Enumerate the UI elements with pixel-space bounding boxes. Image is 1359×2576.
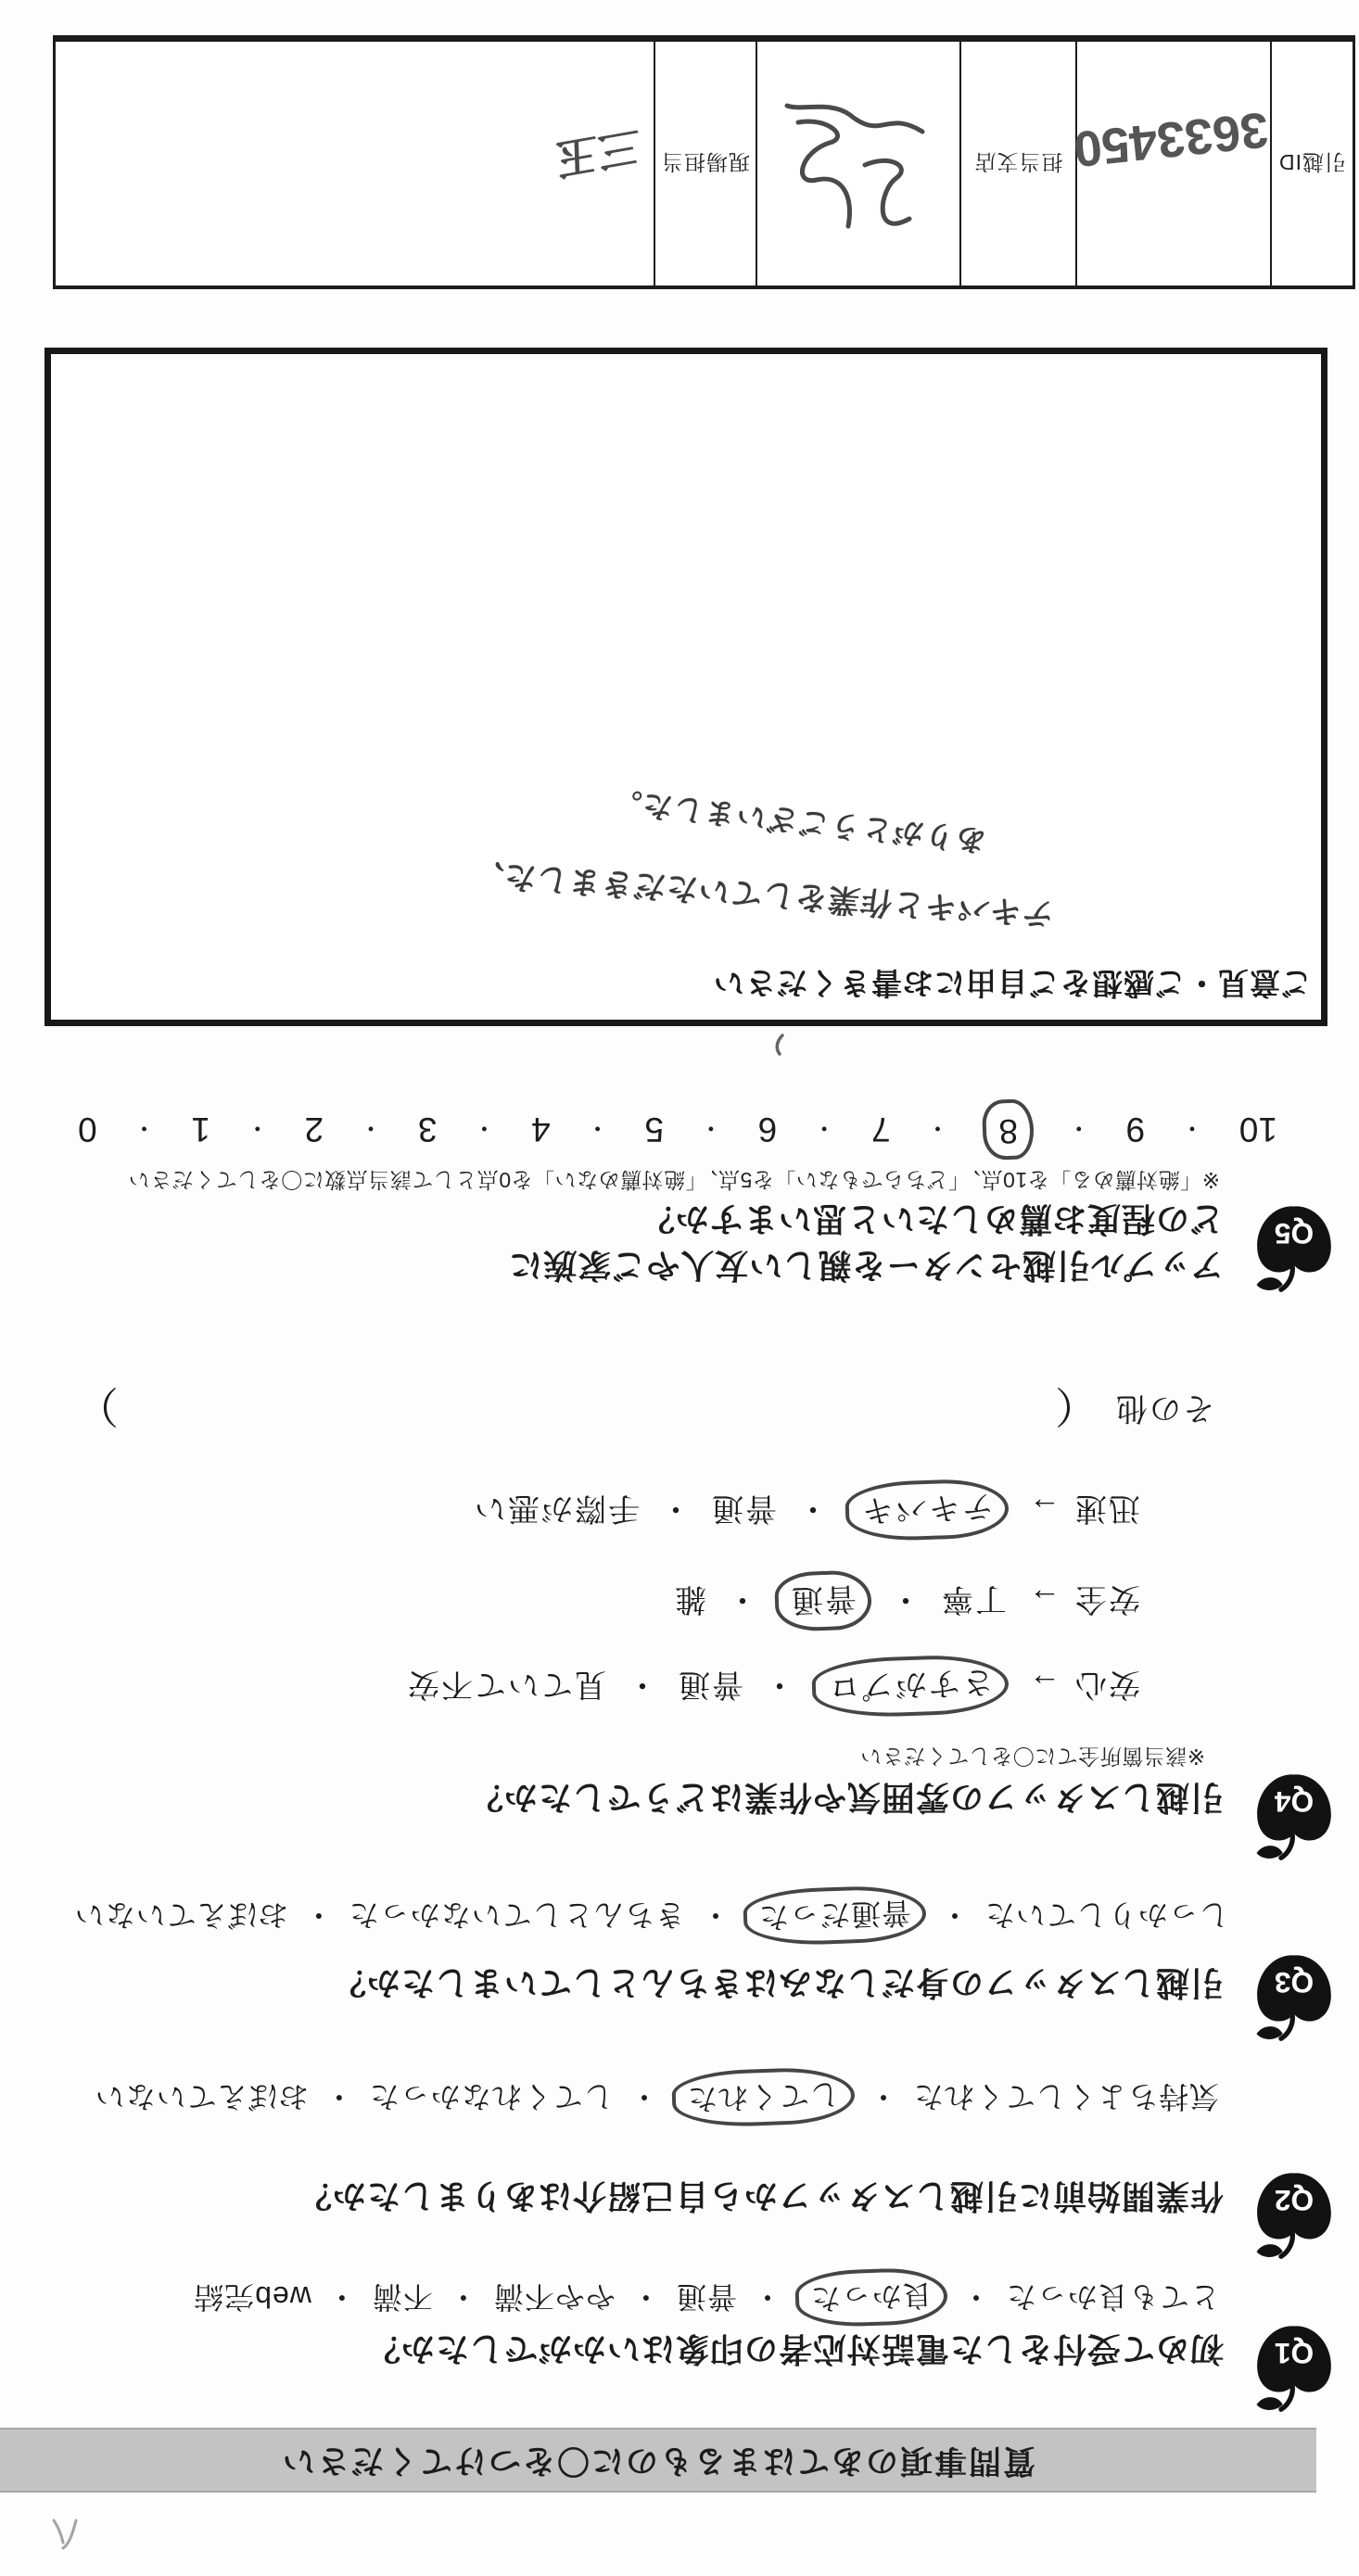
q3-option-futsuudatta-circled: 普通だった <box>743 1884 927 1948</box>
option-separator: ・ <box>938 1898 970 1932</box>
option-separator: ・ <box>447 2280 478 2314</box>
q4-jinsoku-tegiwa: 手際が悪い <box>473 1491 640 1526</box>
q4-anshin-futsuu: 普通 <box>677 1667 743 1702</box>
q4-title: 引越しスタッフの雰囲気や作業はどうでしたか？ <box>468 1779 1224 1817</box>
q4-anshin-fuan: 見ていて不安 <box>406 1667 606 1702</box>
arrow-right: → <box>1027 1667 1061 1702</box>
option-separator: ・ <box>658 1491 692 1526</box>
q5-note: ※「絶対薦める」を10点、「どちらでもない」を5点、「絶対薦めない」を0点として該当点数に〇をしてください <box>128 1168 1220 1192</box>
comment-box <box>44 348 1327 1026</box>
moving-id-value-cell <box>1071 42 1272 286</box>
scale-separator: ・ <box>359 1114 384 1142</box>
scale-2: 2 <box>304 1110 324 1149</box>
q4-row-jinsoku <box>473 1486 1140 1534</box>
scale-7: 7 <box>871 1110 891 1149</box>
q4-badge-label: Q4 <box>1274 1785 1315 1819</box>
option-separator: ・ <box>725 1581 758 1617</box>
signature-scribble <box>770 81 946 247</box>
q1-options <box>193 2275 1220 2320</box>
scale-separator: ・ <box>1179 1114 1204 1142</box>
apple-q3-icon <box>1253 1944 1335 2042</box>
q2-option-kimochiyoku: 気持ちよくしてくれた <box>912 2080 1219 2113</box>
site-staff-value-cell <box>56 42 655 286</box>
arrow-right: → <box>1027 1581 1061 1617</box>
branch-label: 担当支店 <box>973 150 1063 174</box>
apple-q4-icon <box>1253 1763 1335 1861</box>
option-separator: ・ <box>629 2280 661 2314</box>
scale-separator: ・ <box>925 1114 950 1142</box>
footer-info-table <box>53 35 1355 289</box>
q1-option-yokatta-circled: 良かった <box>794 2266 948 2329</box>
apple-q1-icon <box>1253 2315 1335 2413</box>
q5-nps-scale <box>78 1105 1277 1154</box>
pencil-scribble-mark <box>50 2510 82 2552</box>
scale-1: 1 <box>191 1110 210 1149</box>
q4-row-anzen <box>673 1577 1140 1625</box>
q3-option-kichintoshitenakatta: きちんとしていなかった <box>348 1898 685 1932</box>
q4-row-anshin-label: 安心 <box>1073 1667 1140 1702</box>
q4-anzen-teinei: 丁寧 <box>940 1581 1007 1617</box>
option-separator: ・ <box>762 1667 795 1702</box>
site-staff-label: 現場担当 <box>661 150 750 174</box>
scale-8-circled: 8 <box>982 1098 1035 1161</box>
q5-badge-label: Q5 <box>1274 1217 1315 1250</box>
q1-option-totemo-yokatta: とても良かった <box>1005 2280 1220 2314</box>
option-separator: ・ <box>323 2080 354 2113</box>
instruction-banner: 質問事項のあてはまるものに〇をつけてください <box>0 2428 1316 2493</box>
scale-separator: ・ <box>472 1114 497 1142</box>
q4-row-anzen-label: 安全 <box>1073 1581 1140 1617</box>
q1-title: 初めて受付をした電話対応者の印象はいかがでしたか？ <box>365 2330 1224 2368</box>
arrow-right: → <box>1027 1491 1061 1526</box>
branch-label-cell <box>961 42 1077 286</box>
option-separator: ・ <box>302 1898 334 1932</box>
option-separator: ・ <box>751 2280 782 2314</box>
option-separator: ・ <box>867 2080 898 2113</box>
q5-title-line2: どの程度お薦めしたいと思いますか？ <box>640 1200 1224 1238</box>
q1-option-fuman: 不満 <box>371 2280 433 2314</box>
q1-option-futsuu: 普通 <box>675 2280 737 2314</box>
scale-separator: ・ <box>698 1114 723 1142</box>
option-separator: ・ <box>625 1667 658 1702</box>
moving-id-label: 引越ID <box>1278 150 1346 174</box>
branch-value-cell <box>757 42 961 286</box>
q4-anshin-sasugapuro-circled: さすがプロ <box>811 1653 1010 1719</box>
q4-jinsoku-tekipaki-circled: テキパキ <box>845 1478 1010 1542</box>
q2-badge-label: Q2 <box>1274 2184 1315 2217</box>
q3-option-shikkari: しっかりしていた <box>984 1898 1229 1932</box>
scale-separator: ・ <box>585 1114 610 1142</box>
scale-3: 3 <box>417 1110 438 1149</box>
scale-10: 10 <box>1238 1110 1277 1149</box>
moving-id-label-cell <box>1272 42 1353 286</box>
option-separator: ・ <box>795 1491 829 1526</box>
open-paren: （ <box>1055 1382 1098 1430</box>
handwritten-staff-signature: 三玉 <box>554 121 641 185</box>
q4-anzen-zatsu: 雑 <box>673 1581 706 1617</box>
q3-badge-label: Q3 <box>1274 1966 1315 1999</box>
scale-5: 5 <box>644 1110 665 1149</box>
option-separator: ・ <box>628 2080 659 2113</box>
option-separator: ・ <box>888 1581 921 1617</box>
q1-badge-label: Q1 <box>1274 2337 1315 2370</box>
apple-q5-icon <box>1253 1195 1335 1293</box>
q4-jinsoku-futsuu: 普通 <box>710 1491 777 1526</box>
q2-options <box>95 2075 1219 2120</box>
close-paren: ） <box>76 1382 119 1430</box>
scale-separator: ・ <box>245 1114 270 1142</box>
q4-row-anshin <box>406 1662 1140 1710</box>
q4-other-row <box>76 1373 1214 1434</box>
q4-row-jinsoku-label: 迅速 <box>1073 1491 1140 1526</box>
q5-title-line1: アップル引越センターを親しい友人やご家族に <box>508 1247 1224 1285</box>
q2-option-shitekurenakatta: してくれなかった <box>368 2080 614 2113</box>
apple-q2-icon <box>1253 2162 1335 2260</box>
q4-anzen-futsuu-circled: 普通 <box>774 1569 872 1632</box>
scale-0: 0 <box>78 1110 97 1149</box>
ink-speck-mark <box>773 1029 784 1056</box>
q3-option-oboeteinai: おぼえていない <box>73 1898 288 1932</box>
q4-note: ※該当箇所全てに〇をしてください <box>859 1745 1205 1769</box>
comment-box-title: ご意見・ご感想をご自由にお書きください <box>713 966 1312 1000</box>
q2-option-oboeteinai: おぼえていない <box>94 2080 309 2113</box>
scale-6: 6 <box>757 1110 778 1149</box>
site-staff-label-cell <box>655 42 757 286</box>
q2-title: 作業開始前に引越しスタッフから自己紹介はありましたか？ <box>297 2177 1224 2215</box>
scale-separator: ・ <box>1066 1114 1091 1142</box>
q2-option-shitekureta-circled: してくれた <box>671 2066 856 2129</box>
scale-separator: ・ <box>132 1114 157 1142</box>
q1-option-web-kanketsu: web完結 <box>193 2280 311 2314</box>
scale-9: 9 <box>1125 1110 1146 1149</box>
scale-4: 4 <box>531 1110 551 1149</box>
option-separator: ・ <box>959 2280 991 2314</box>
q3-title: 引越しスタッフの身だしなみはきちんとしていましたか？ <box>331 1964 1224 2002</box>
handwritten-comment-line1: テキパキと作業をしていただきました、 <box>468 856 1057 933</box>
scale-separator: ・ <box>812 1114 837 1142</box>
handwritten-comment-line2: ありがとうございました。 <box>606 784 989 858</box>
q1-option-yaya-fuman: やや不満 <box>492 2280 616 2314</box>
q4-other-label: その他 <box>1114 1390 1214 1426</box>
option-separator: ・ <box>699 1898 730 1932</box>
option-separator: ・ <box>325 2280 357 2314</box>
q3-options <box>74 1893 1229 1938</box>
handwritten-moving-id: 3633450 <box>1071 101 1271 178</box>
